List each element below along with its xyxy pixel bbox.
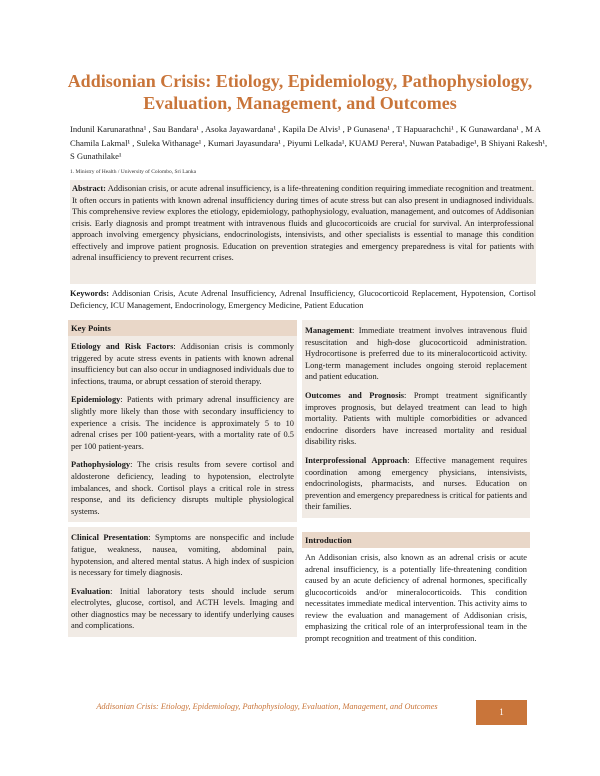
key-points-heading: Key Points <box>68 320 297 336</box>
right-column <box>302 320 530 645</box>
key-point-interprofessional <box>302 455 530 513</box>
key-point-text: : The crisis results from severe cortisol and aldosterone deficiency, leading to hypotension, electrolyte imbalances, and shock. Cortisol plays a critical role in stress response, and its deficiency disrupts multiple physiological systems. <box>71 460 294 516</box>
key-point-text: : Immediate treatment involves intravenous fluid resuscitation and high-dose glucocorticoid administration. Hydrocortisone is preferred due to its mineralocorticoid activity. Long-term management includes ongoing steroid replacement and patient education. <box>305 326 527 382</box>
key-point-epidemiology <box>68 394 297 452</box>
key-point-text: : Symptoms are nonspecific and include fatigue, weakness, nausea, vomiting, abdominal pain, hypotension, and altered mental status. A high index of suspicion is necessary for timely diagnosis. <box>71 533 295 578</box>
key-point-label: Management <box>305 326 352 335</box>
key-point-label: Epidemiology <box>71 395 121 405</box>
key-point-label: Interprofessional Approach <box>305 455 408 465</box>
key-point-clinical-presentation <box>68 532 297 578</box>
key-point-label: Etiology and Risk Factors <box>71 342 174 351</box>
affiliation: 1. Ministry of Health / University of Colombo, Sri Lanka <box>70 169 197 175</box>
key-point-management <box>302 325 530 383</box>
key-point-label: Pathophysiology <box>71 460 131 470</box>
abstract-text: Addisonian crisis, or acute adrenal insufficiency, is a life-threatening condition requiring immediate recognition and treatment. It often occurs in patients with known adrenal insufficiency during times of acute stress but can also present in undiagnosed individuals. This comprehensive review explores the etiology, epidemiology, pathophysiology, evaluation, management, and outcomes of Addisonian crisis. Early diagnosis and prompt treatment with intravenous fluids and glucocorticoids are crucial for survival. An interprofessional approach involving emergency physicians, endocrinologists, intensivists, and other specialists is essential to manage this condition effectively and improve patient prognosis. Education on prevention strategies and emergency preparedness is vital for patients with adrenal insufficiency to prevent recurrent crises. <box>72 184 534 262</box>
introduction-text: An Addisonian crisis, also known as an adrenal crisis or acute adrenal insufficiency, is a potentially life-threatening condition caused by an acute deficiency of adrenal hormones, specifically glucocorticoids and/or mineralocorticoids. This condition necessitates immediate medical intervention. This activity aims to review the evaluation and management of Addisonian crisis, emphasizing the critical role of an interprofessional team in the prompt recognition and treatment of this condition. <box>305 552 527 644</box>
key-point-label: Evaluation <box>71 586 111 596</box>
keywords <box>70 288 536 311</box>
key-point-text: : Prompt treatment significantly improves prognosis, but delayed treatment can lead to high mortality. Patients with multiple comorbidities or advanced endocrine disorders have increased mortality and residual disability risks. <box>305 390 527 447</box>
key-point-text: : Effective management requires coordination among emergency physicians, intensivists, endocrinologists, pharmacists, and nurses. Education on prevention and emergency preparedness is critical for patients and their families. <box>305 455 527 512</box>
key-point-pathophysiology <box>68 459 297 517</box>
key-points-box-continued <box>68 527 297 637</box>
key-point-evaluation <box>68 586 297 632</box>
paper-title: Addisonian Crisis: Etiology, Epidemiology, Pathophysiology, Evaluation, Management, and Outcomes <box>67 71 533 113</box>
page-number: 1 <box>476 700 527 725</box>
keywords-label: Keywords: <box>70 289 110 298</box>
abstract-box <box>70 180 536 284</box>
key-point-etiology <box>68 341 297 387</box>
abstract-label: Abstract: <box>72 184 106 193</box>
key-point-text: : Patients with primary adrenal insufficiency are slightly more likely than those with secondary insufficiency to experience a crisis. The incidence is approximately 5 to 10 adrenal crises per 100 patient-years, with a mortality rate of 0.5 per 100 patient-years. <box>71 395 294 451</box>
left-column <box>68 320 297 637</box>
key-point-text: : Addisonian crisis is commonly triggered by acute stress events in patients with known adrenal insufficiency but can also occur in undiagnosed individuals due to infections, trauma, or abrupt cessation of steroid therapy. <box>71 342 294 386</box>
introduction-heading: Introduction <box>302 532 530 548</box>
running-footer-title: Addisonian Crisis: Etiology, Epidemiology, Pathophysiology, Evaluation, Management, and Outcomes <box>96 702 438 711</box>
key-points-box <box>68 320 297 522</box>
author-list: Indunil Karunarathna¹ , Sau Bandara¹ , Asoka Jayawardana¹ , Kapila De Alvis¹ , P Gunasena¹ , T Hapuarachchi¹ , K Gunawardana¹ , M A Chamila Lakmal¹ , Suleka Withanage¹ , Kumari Jayasundara¹ , Piyumi Lelkada¹, KUAMJ Perera¹, Nuwan Patabadige¹, B Shiyani Rakesh¹, S Gunathilake¹ <box>70 124 548 161</box>
keywords-text: Addisonian Crisis, Acute Adrenal Insufficiency, Adrenal Insufficiency, Glucocorticoid Replacement, Hypotension, Cortisol Deficiency, ICU Management, Endocrinology, Emergency Medicine, Patient Education <box>70 289 536 310</box>
key-point-label: Outcomes and Prognosis <box>305 390 405 400</box>
key-point-label: Clinical Presentation <box>71 533 149 543</box>
key-point-outcomes <box>302 390 530 448</box>
key-points-box-right <box>302 320 530 518</box>
key-point-text: : Initial laboratory tests should include serum electrolytes, glucose, cortisol, and ACTH levels. Imaging and other diagnostics may be necessary to identify underlying causes and complications. <box>71 586 294 631</box>
